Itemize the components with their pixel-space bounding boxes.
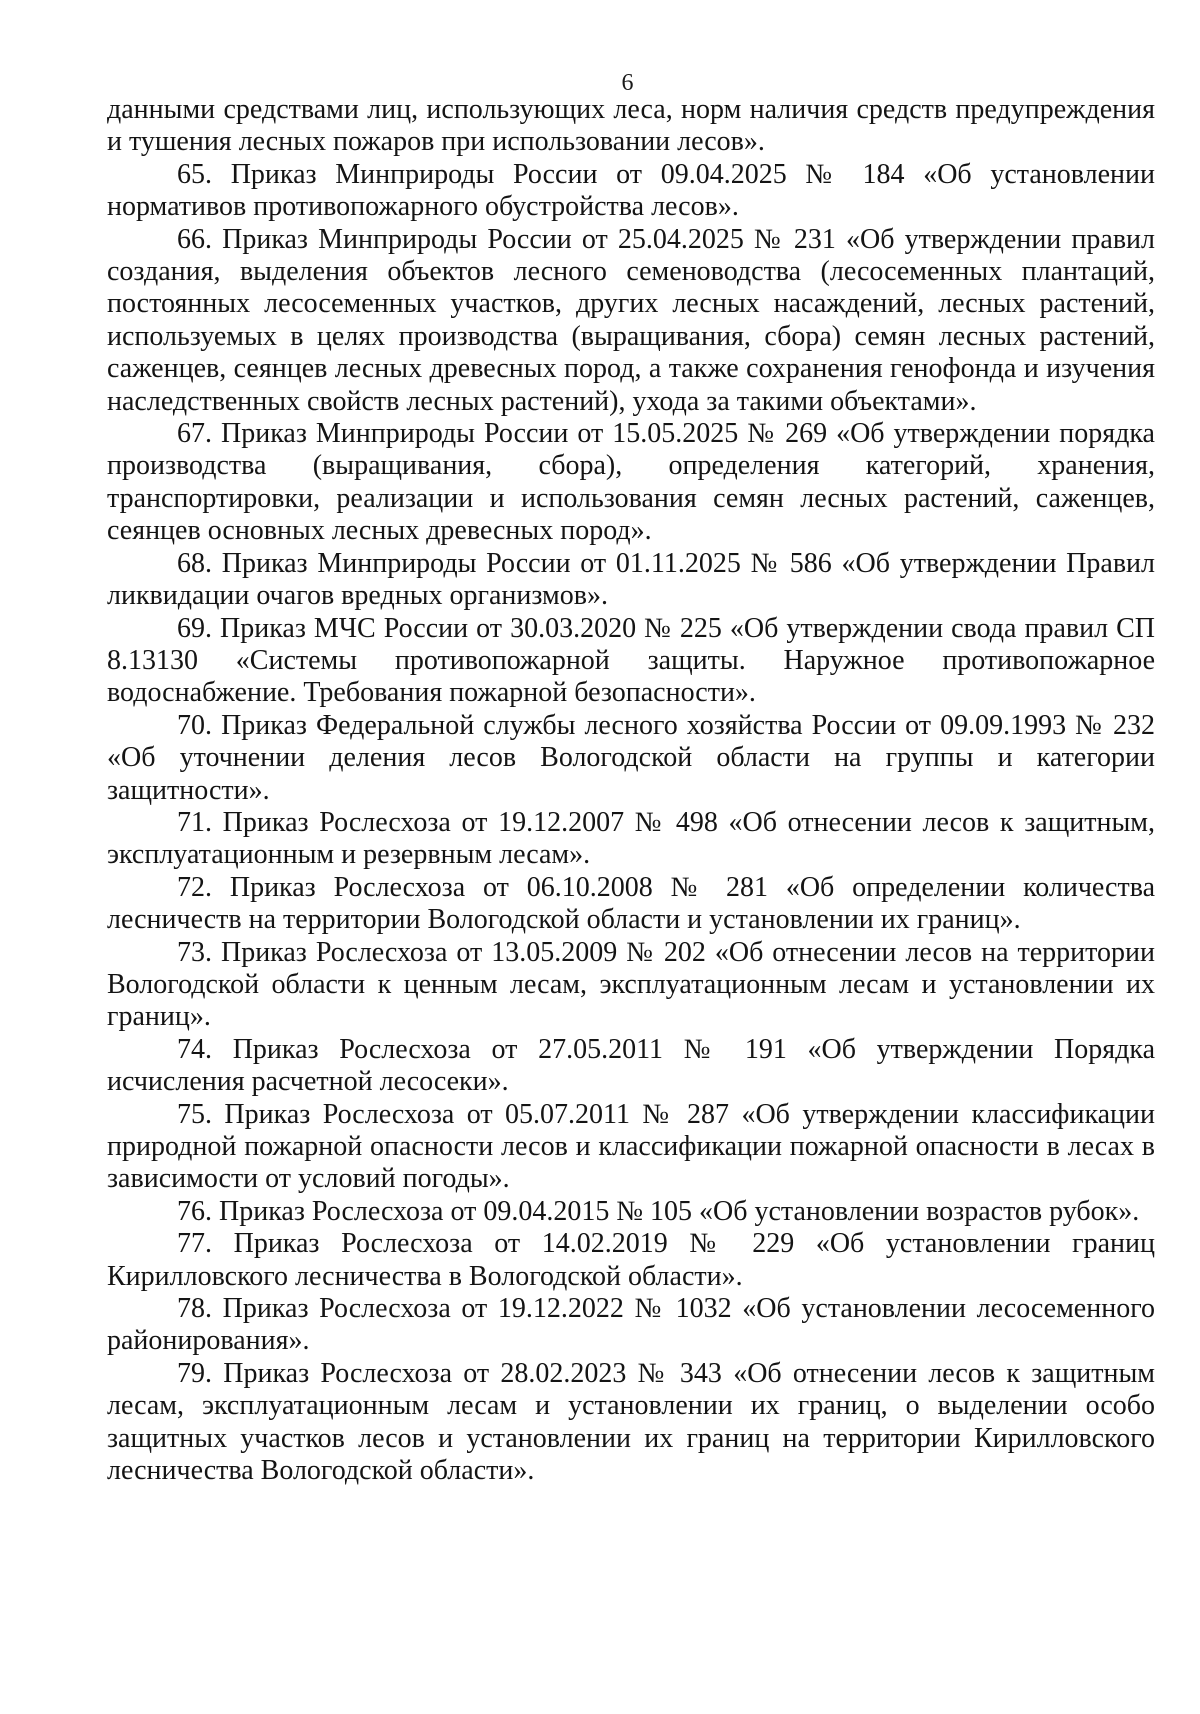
item-number: 68. — [177, 547, 212, 579]
list-item-74 — [107, 1034, 1155, 1099]
list-item-66 — [107, 224, 1155, 418]
list-item-76 — [107, 1196, 1155, 1228]
list-item-67 — [107, 418, 1155, 548]
item-number: 74. — [177, 1033, 212, 1065]
item-number: 72. — [177, 871, 212, 903]
list-item-75 — [107, 1099, 1155, 1196]
list-item-73 — [107, 937, 1155, 1034]
item-number: 76. — [177, 1195, 212, 1227]
item-text: Приказ Рослесхоза от 06.10.2008 № 281 «Об определении количества лесничеств на территории Вологодской области и установлении их границ». — [107, 871, 1155, 936]
item-number: 79. — [177, 1357, 212, 1389]
item-text: Приказ Рослесхоза от 27.05.2011 № 191 «Об утверждении Порядка исчисления расчетной лесосеки». — [107, 1033, 1155, 1098]
item-number: 75. — [177, 1098, 212, 1130]
item-text: Приказ МЧС России от 30.03.2020 № 225 «Об утверждении свода правил СП 8.13130 «Системы противопожарной защиты. Наружное противопожарное водоснабжение. Требования пожарной безопасности». — [107, 612, 1155, 709]
item-text: Приказ Рослесхоза от 05.07.2011 № 287 «Об утверждении классификации природной пожарной опасности лесов и классификации пожарной опасности в лесах в зависимости от условий погоды». — [107, 1098, 1155, 1195]
list-item-65 — [107, 159, 1155, 224]
paragraph-text: данными средствами лиц, использующих леса, норм наличия средств предупреждения и тушения лесных пожаров при использовании лесов». — [107, 94, 1155, 158]
list-item-69 — [107, 613, 1155, 710]
item-text: Приказ Рослесхоза от 19.12.2007 № 498 «Об отнесении лесов к защитным, эксплуатационным и резервным лесам». — [107, 806, 1155, 871]
item-number: 77. — [177, 1228, 212, 1260]
list-item-68 — [107, 548, 1155, 613]
item-number: 66. — [177, 223, 212, 255]
item-text: Приказ Федеральной службы лесного хозяйства России от 09.09.1993 № 232 «Об уточнении деления лесов Вологодской области на группы и категории защитности». — [107, 709, 1155, 806]
list-item-77 — [107, 1228, 1155, 1293]
item-number: 65. — [177, 158, 212, 190]
list-item-78 — [107, 1293, 1155, 1358]
item-number: 67. — [177, 418, 212, 450]
page-number: 6 — [621, 70, 634, 96]
item-number: 71. — [177, 806, 212, 838]
item-text: Приказ Минприроды России от 25.04.2025 № 231 «Об утверждении правил создания, выделения объектов лесного семеноводства (лесосеменных плантаций, постоянных лесосеменных участков, других лесных насаждений, лесных растений, используемых в целях производства (выращивания, сбора) семян лесных растений, саженцев, сеянцев лесных древесных пород, а также сохранения генофонда и изучения наследственных свойств лесных растений), ухода за такими объектами». — [107, 223, 1155, 417]
item-text: Приказ Рослесхоза от 28.02.2023 № 343 «Об отнесении лесов к защитным лесам, эксплуатационным лесам и установлении их границ, о выделении особо защитных участков лесов и установлении их границ на территории Кирилловского лесничества Вологодской области». — [107, 1357, 1155, 1487]
list-item-79 — [107, 1358, 1155, 1488]
item-text: Приказ Рослесхоза от 19.12.2022 № 1032 «Об установлении лесосеменного районирования». — [107, 1293, 1155, 1357]
item-number: 78. — [177, 1293, 212, 1325]
document-body — [107, 94, 1155, 1487]
item-text: Приказ Минприроды России от 15.05.2025 № 269 «Об утверждении порядка производства (выращивания, сбора), определения категорий, хранения, транспортировки, реализации и использования семян лесных растений, саженцев, сеянцев основных лесных древесных пород». — [107, 418, 1155, 547]
paragraph-continuation — [107, 94, 1155, 159]
item-number: 69. — [177, 612, 212, 644]
item-text: Приказ Рослесхоза от 09.04.2015 № 105 «Об установлении возрастов рубок». — [212, 1195, 1140, 1227]
item-text: Приказ Минприроды России от 01.11.2025 № 586 «Об утверждении Правил ликвидации очагов вредных организмов». — [107, 547, 1155, 612]
item-text: Приказ Рослесхоза от 13.05.2009 № 202 «Об отнесении лесов на территории Вологодской области к ценным лесам, эксплуатационным лесам и установлении их границ». — [107, 936, 1155, 1033]
list-item-71 — [107, 807, 1155, 872]
item-number: 70. — [177, 709, 212, 741]
list-item-70 — [107, 710, 1155, 807]
item-number: 73. — [177, 936, 212, 968]
list-item-72 — [107, 872, 1155, 937]
item-text: Приказ Рослесхоза от 14.02.2019 № 229 «Об установлении границ Кирилловского лесничества в Вологодской области». — [107, 1228, 1155, 1292]
item-text: Приказ Минприроды России от 09.04.2025 № 184 «Об установлении нормативов противопожарного обустройства лесов». — [107, 158, 1155, 223]
